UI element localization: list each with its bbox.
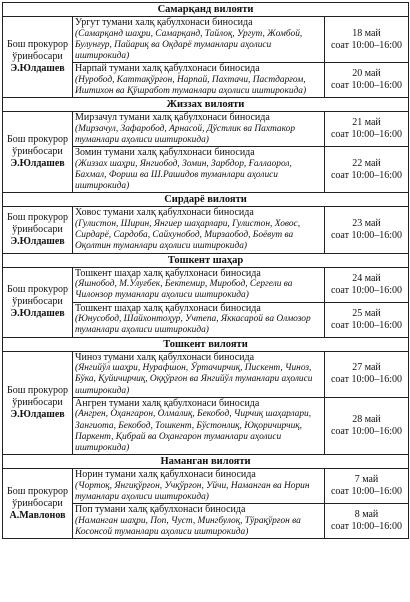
date-time-cell: [325, 147, 409, 193]
venue-cell: [73, 397, 325, 454]
reception-time: соат 10:00–16:00: [330, 129, 403, 141]
reception-time: соат 10:00–16:00: [330, 284, 403, 296]
date-time-cell: [325, 469, 409, 504]
venue-place: Зомин тумани халқ қабулхонаси биносида: [75, 147, 255, 159]
official-cell: [3, 207, 73, 253]
official-name: А.Мавлонов: [9, 509, 66, 521]
venue-place: Норин тумани халқ қабулхонаси биносида: [75, 469, 256, 481]
venue-areas: (Гулистон, Ширин, Янгиер шаҳарлари, Гулистон, Ховос, Сирдарё, Сардоба, Сайхунобод, Мирзаобод, Боёвут ва Оқолтин туманлари аҳолиси иштирокида): [75, 219, 301, 252]
venue-areas: (Чортоқ, Янгиқўрғон, Учқўрғон, Уйчи, Наманган ва Норин туманлари аҳолиси иштирокида): [75, 480, 310, 503]
official-title: Бош прокурор ўринбосари: [6, 134, 68, 158]
date-time-cell: [325, 504, 409, 539]
date-time-cell: [325, 63, 409, 98]
date-time-cell: [325, 351, 409, 397]
venue-place: Тошкент шаҳар халқ қабулхонаси биносида: [75, 302, 261, 314]
venue-place: Ховос тумани халқ қабулхонаси биносида: [75, 207, 254, 219]
venue-cell: [73, 302, 325, 337]
region-title: Самарқанд вилояти: [3, 3, 409, 17]
region-header-row: [3, 98, 409, 112]
official-title: Бош прокурор ўринбосари: [6, 485, 68, 509]
venue-cell: [73, 63, 325, 98]
venue-place: Поп тумани халқ қабулхонаси биносида: [75, 504, 246, 516]
date-time-cell: [325, 112, 409, 147]
official-cell: [3, 351, 73, 455]
official-cell: [3, 469, 73, 539]
region-title: Наманган вилояти: [3, 455, 409, 469]
official-cell: [3, 267, 73, 337]
schedule-row: [3, 207, 409, 253]
reception-time: соат 10:00–16:00: [330, 80, 403, 92]
venue-cell: [73, 504, 325, 539]
official-title: Бош прокурор ўринбосари: [6, 212, 68, 235]
venue-place: Ангрен тумани халқ қабулхонаси биносида: [75, 397, 260, 409]
reception-time: соат 10:00–16:00: [330, 230, 403, 241]
reception-schedule-table: [2, 2, 409, 539]
schedule-row: [3, 267, 409, 302]
venue-areas: (Юнусобод, Шайхонтоҳур, Учтепа, Яккасарой ва Олмозор туманлари аҳолиси иштирокида): [75, 314, 311, 336]
reception-date: 18 май: [352, 27, 381, 39]
official-title: Бош прокурор ўринбосари: [6, 284, 68, 308]
region-header-row: [3, 193, 409, 207]
schedule-body: [3, 3, 409, 539]
schedule-row: [3, 351, 409, 397]
reception-date: 22 май: [352, 157, 381, 169]
venue-areas: (Самарқанд шаҳри, Самарқанд, Тайлоқ, Ургут, Жомбой, Булунғур, Пайариқ ва Оқдарё туманлари аҳолиси иштирокида): [75, 28, 303, 61]
venue-place: Ургут тумани халқ қабулхонаси биносида: [75, 17, 253, 28]
reception-date: 27 май: [352, 362, 381, 374]
region-title: Тошкент шаҳар: [3, 253, 409, 267]
official-name: Э.Юлдашев: [10, 158, 65, 170]
official-name: Э.Юлдашев: [10, 63, 65, 75]
venue-areas: (Жиззах шаҳри, Янгиобод, Зомин, Зарбдор, Ғаллаорол, Бахмал, Фориш ва Ш.Рашидов туманлари аҳолиси иштирокида): [75, 158, 292, 192]
reception-time: соат 10:00–16:00: [330, 374, 403, 386]
official-cell: [3, 17, 73, 98]
official-cell: [3, 112, 73, 193]
venue-areas: (Нуробод, Каттақўрғон, Нарпай, Пахтачи, Пастдарғом, Иштихон ва Қўшработ туманлари аҳолиси иштирокида): [75, 74, 307, 96]
venue-areas: (Наманган шаҳри, Поп, Чуст, Мингбулоқ, Тўрақўрғон ва Косонсой туманлари аҳолиси иштирокида): [75, 515, 301, 538]
reception-time: соат 10:00–16:00: [330, 39, 403, 51]
reception-date: 8 май: [354, 509, 379, 521]
region-header-row: [3, 337, 409, 351]
official-title: Бош прокурор ўринбосари: [6, 39, 68, 63]
venue-areas: (Янгийўл шаҳри, Нурафшон, Ўртачирчиқ, Пискент, Чиноз, Бўка, Қуйичирчиқ, Оққўрғон ва Янгийўл туманлари аҳолиси иштирокида): [75, 363, 313, 396]
reception-time: соат 10:00–16:00: [330, 486, 403, 498]
region-header-row: [3, 455, 409, 469]
schedule-row: [3, 112, 409, 147]
schedule-row: [3, 469, 409, 504]
date-time-cell: [325, 17, 409, 63]
reception-date: 7 май: [354, 474, 379, 486]
venue-areas: (Мирзачул, Зафаробод, Арнасой, Дўстлик ва Пахтакор туманлари аҳолиси иштирокида): [75, 123, 296, 145]
venue-cell: [73, 112, 325, 147]
region-title: Сирдарё вилояти: [3, 193, 409, 207]
venue-areas: (Ангрен, Оҳангарон, Олмалиқ, Бекобод, Чирчиқ шаҳарлари, Зангиота, Бекобод, Тошкент, Бўстонлиқ, Юқоричирчиқ, Паркент, Қибрай ва Оҳангарон туманлари аҳолиси иштирокида): [75, 409, 312, 454]
reception-date: 28 май: [352, 414, 381, 426]
official-name: Э.Юлдашев: [10, 308, 65, 320]
reception-date: 23 май: [352, 218, 381, 229]
date-time-cell: [325, 397, 409, 454]
reception-date: 21 май: [352, 117, 381, 129]
reception-time: соат 10:00–16:00: [330, 426, 403, 438]
reception-date: 24 май: [352, 272, 381, 284]
venue-cell: [73, 351, 325, 397]
venue-cell: [73, 267, 325, 302]
venue-place: Мирзачул тумани халқ қабулхонаси биносида: [75, 112, 270, 124]
reception-time: соат 10:00–16:00: [330, 169, 403, 181]
reception-date: 25 май: [352, 307, 381, 319]
date-time-cell: [325, 267, 409, 302]
reception-time: соат 10:00–16:00: [330, 521, 403, 533]
venue-place: Тошкент шаҳар халқ қабулхонаси биносида: [75, 267, 261, 279]
venue-cell: [73, 17, 325, 63]
date-time-cell: [325, 302, 409, 337]
venue-areas: (Яшнобод, М.Улуғбек, Бектемир, Миробод, Сергели ва Чилонзор туманлари аҳолиси иштирокида): [75, 279, 293, 301]
date-time-cell: [325, 207, 409, 253]
official-name: Э.Юлдашев: [10, 408, 65, 420]
venue-cell: [73, 207, 325, 253]
region-title: Жиззах вилояти: [3, 98, 409, 112]
schedule-row: [3, 17, 409, 63]
venue-place: Чиноз тумани халқ қабулхонаси биносида: [75, 351, 255, 363]
venue-cell: [73, 469, 325, 504]
reception-time: соат 10:00–16:00: [330, 319, 403, 331]
region-header-row: [3, 3, 409, 17]
official-name: Э.Юлдашев: [10, 236, 65, 247]
official-title: Бош прокурор ўринбосари: [6, 384, 68, 408]
region-header-row: [3, 253, 409, 267]
region-title: Тошкент вилояти: [3, 337, 409, 351]
venue-cell: [73, 147, 325, 193]
reception-date: 20 май: [352, 68, 381, 80]
venue-place: Нарпай тумани халқ қабулхонаси биносида: [75, 63, 260, 75]
